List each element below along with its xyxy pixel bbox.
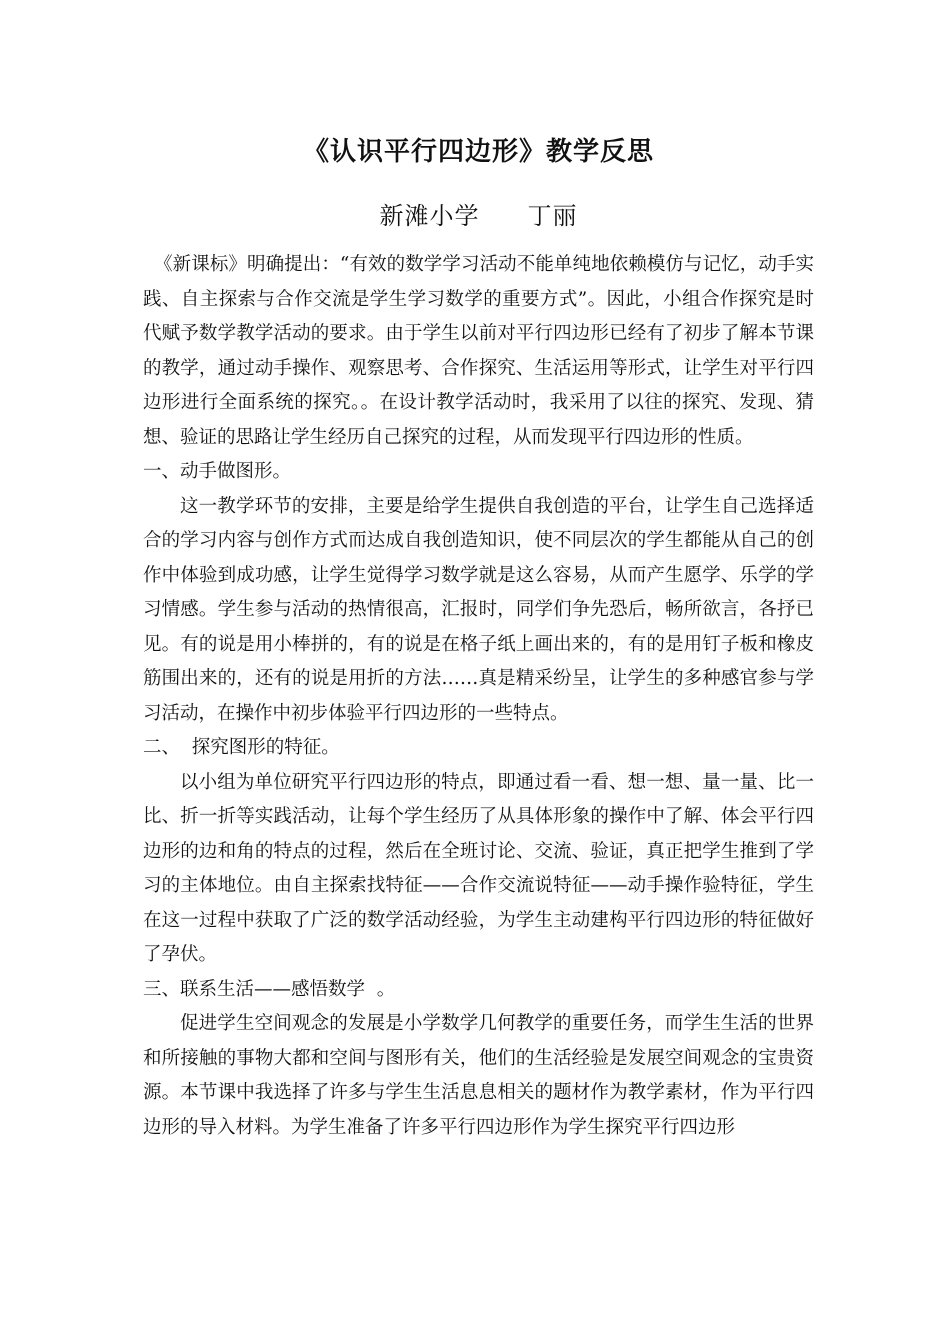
section-3-paragraph: 促进学生空间观念的发展是小学数学几何教学的重要任务，而学生生活的世界和所接触的事物大都和空间与图形有关，他们的生活经验是发展空间观念的宝贵资源。本节课中我选择了许多与学生生活息息相关的题材作为教学素材，作为平行四边形的导入材料。为学生准备了许多平行四边形作为学生探究平行四边形	[143, 1013, 814, 1138]
section-2-paragraph: 以小组为单位研究平行四边形的特点，即通过看一看、想一想、量一量、比一比、折一折等实践活动，让每个学生经历了从具体形象的操作中了解、体会平行四边形的边和角的特点的过程，然后在全班讨论、交流、验证，真正把学生推到了学习的主体地位。由自主探索找特征——合作交流说特征——动手操作验特征，学生在这一过程中获取了广泛的数学活动经验，为学生主动建构平行四边形的特征做好了孕伏。	[143, 771, 814, 965]
author-name: 丁丽	[527, 202, 578, 230]
section-3-heading: 三、联系生活——感悟数学 。	[143, 978, 396, 1000]
section-1-paragraph: 这一教学环节的安排，主要是给学生提供自我创造的平台，让学生自己选择适合的学习内容与创作方式而达成自我创造知识，使不同层次的学生都能从自己的创作中体验到成功感，让学生觉得学习数学就是这么容易，从而产生愿学、乐学的学习情感。学生参与活动的热情很高，汇报时，同学们争先恐后，畅所欲言，各抒已见。有的说是用小棒拼的，有的说是在格子纸上画出来的，有的是用钉子板和橡皮筋围出来的，还有的说是用折的方法……真是精采纷呈，让学生的多种感官参与学习活动，在操作中初步体验平行四边形的一些特点。	[143, 495, 814, 724]
document-author-line	[143, 196, 814, 236]
document-body	[143, 248, 814, 1145]
author-school: 新滩小学	[379, 202, 480, 230]
document-title: 《认识平行四边形》教学反思	[302, 137, 654, 167]
section-2-heading: 二、 探究图形的特征。	[143, 737, 340, 758]
section-1-heading: 一、动手做图形。	[143, 461, 292, 482]
intro-paragraph: 《新课标》明确提出：“有效的数学学习活动不能单纯地依赖模仿与记忆，动手实践、自主探索与合作交流是学生学习数学的重要方式”。因此，小组合作探究是时代赋予数学教学活动的要求。由于学生以前对平行四边形已经有了初步了解本节课的教学，通过动手操作、观察思考、合作探究、生活运用等形式，让学生对平行四边形进行全面系统的探究。。在设计教学活动时，我采用了以往的探究、发现、猜想、验证的思路让学生经历自己探究的过程，从而发现平行四边形的性质。	[143, 254, 814, 448]
